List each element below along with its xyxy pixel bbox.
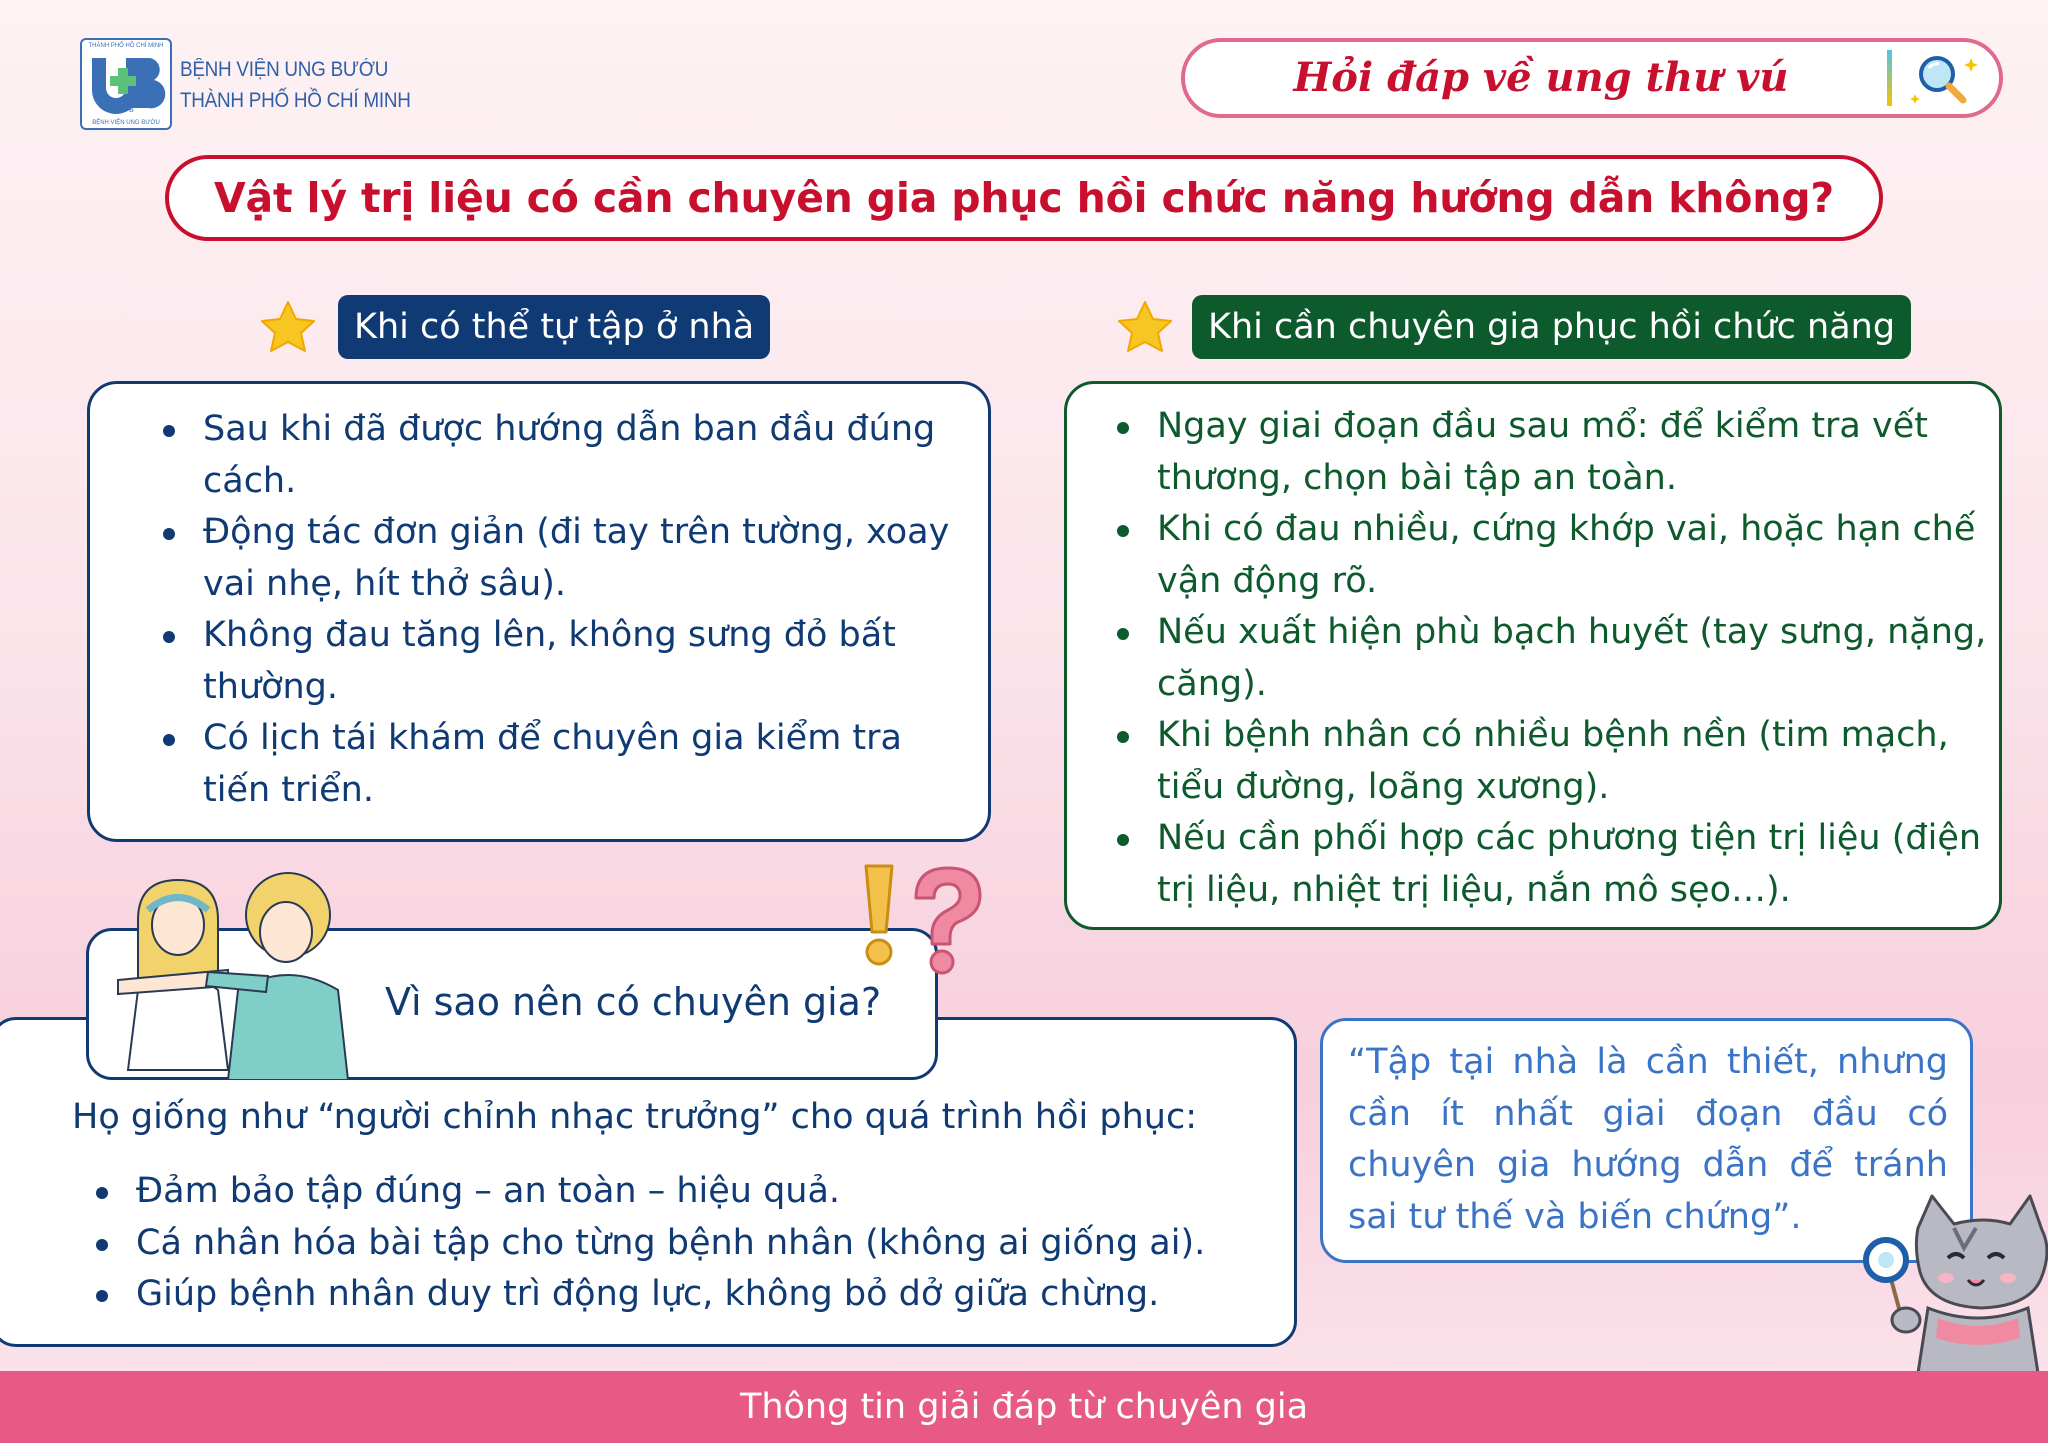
list-item: Có lịch tái khám để chuyên gia kiểm tra tiến triển. xyxy=(155,713,955,816)
header-title: Hỏi đáp về ung thư vú xyxy=(1293,54,1789,101)
list-item: Khi có đau nhiều, cứng khớp vai, hoặc hạn chế vận động rõ. xyxy=(1109,504,1989,607)
cat-mascot-icon xyxy=(1858,1188,2048,1373)
logo-mark-bottom-text: BỆNH VIỆN UNG BƯỚU xyxy=(92,120,160,126)
home-exercise-list xyxy=(155,404,955,816)
home-exercise-label: Khi có thể tự tập ở nhà xyxy=(338,295,770,359)
why-expert-list xyxy=(88,1166,1288,1321)
logo-line-2: THÀNH PHỐ HỒ CHÍ MINH xyxy=(180,89,411,112)
question-banner xyxy=(165,155,1883,241)
list-item: Nếu cần phối hợp các phương tiện trị liệu (điện trị liệu, nhiệt trị liệu, nắn mô sẹo…). xyxy=(1109,813,1989,916)
logo-mark xyxy=(80,38,172,130)
expert-needed-list xyxy=(1109,401,1989,916)
logo-text xyxy=(180,54,411,116)
header-divider xyxy=(1887,50,1892,106)
list-item: Sau khi đã được hướng dẫn ban đầu đúng cách. xyxy=(155,404,955,507)
question-title: Vật lý trị liệu có cần chuyên gia phục hồi chức năng hướng dẫn không? xyxy=(214,174,1834,222)
logo-line-1: BỆNH VIỆN UNG BƯỚU xyxy=(180,58,389,81)
list-item: Cá nhân hóa bài tập cho từng bệnh nhân (không ai giống ai). xyxy=(88,1218,1288,1270)
patient-therapist-illustration xyxy=(108,860,358,1080)
footer-text: Thông tin giải đáp từ chuyên gia xyxy=(739,1387,1309,1427)
list-item: Giúp bệnh nhân duy trì động lực, không bỏ dở giữa chừng. xyxy=(88,1269,1288,1321)
ub-letters-icon xyxy=(88,54,168,114)
list-item: Khi bệnh nhân có nhiều bệnh nền (tim mạch, tiểu đường, loãng xương). xyxy=(1109,710,1989,813)
list-item: Động tác đơn giản (đi tay trên tường, xoay vai nhẹ, hít thở sâu). xyxy=(155,507,955,610)
magnifier-icon xyxy=(1905,48,1985,108)
exclamation-question-icon xyxy=(856,858,986,978)
logo-mark-top-text: THÀNH PHỐ HỒ CHÍ MINH xyxy=(88,43,164,49)
home-exercise-card xyxy=(87,381,991,842)
star-icon xyxy=(1115,298,1175,358)
why-expert-title: Vì sao nên có chuyên gia? xyxy=(385,980,882,1024)
star-icon xyxy=(258,298,318,358)
list-item: Nếu xuất hiện phù bạch huyết (tay sưng, nặng, căng). xyxy=(1109,607,1989,710)
logo-mark-letters: U B xyxy=(122,107,134,114)
quote-text: “Tập tại nhà là cần thiết, nhưng cần ít nhất giai đoạn đầu có chuyên gia hướng dẫn để tránh sai tư thế và biến chứng”. xyxy=(1348,1042,1948,1237)
expert-needed-card xyxy=(1064,381,2002,930)
why-expert-intro: Họ giống như “người chỉnh nhạc trưởng” cho quá trình hồi phục: xyxy=(72,1097,1197,1137)
list-item: Đảm bảo tập đúng – an toàn – hiệu quả. xyxy=(88,1166,1288,1218)
expert-needed-label: Khi cần chuyên gia phục hồi chức năng xyxy=(1192,295,1911,359)
footer-bar xyxy=(0,1371,2048,1443)
hospital-logo xyxy=(80,38,411,130)
list-item: Ngay giai đoạn đầu sau mổ: để kiểm tra vết thương, chọn bài tập an toàn. xyxy=(1109,401,1989,504)
list-item: Không đau tăng lên, không sưng đỏ bất thường. xyxy=(155,610,955,713)
header-pill xyxy=(1181,38,2003,118)
